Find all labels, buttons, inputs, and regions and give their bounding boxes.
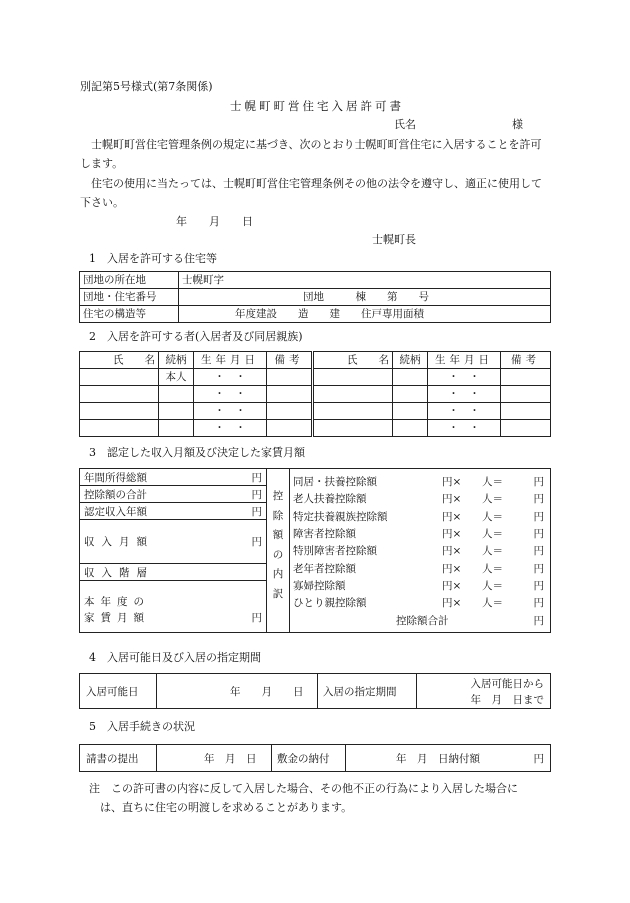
name-header: 氏 名 xyxy=(313,352,393,369)
rent-label-line2: 家賃月額 xyxy=(84,612,150,624)
addressee-honorific: 様 xyxy=(512,118,523,131)
section-2-heading: 2 入居を許可する者(入居者及び同居親族) xyxy=(89,330,303,343)
relation-cell xyxy=(159,386,194,403)
monthly-income-unit: 円 xyxy=(251,536,262,548)
deduction-yen-x: 円× xyxy=(442,493,462,505)
relation-cell xyxy=(159,420,194,437)
note-line-1: 注 この許可書の内容に反して入居した場合、その他不正の行為により入居した場合に xyxy=(89,782,518,795)
section-3-heading: 3 認定した収入月額及び決定した家賃月額 xyxy=(89,446,305,459)
pledge-submission-date: 年 月 日 xyxy=(204,753,257,765)
section-1-heading: 1 入居を許可する住宅等 xyxy=(89,252,217,265)
list-item xyxy=(290,595,550,611)
deduction-sum-label: 控除額の合計 xyxy=(84,489,147,501)
name-cell xyxy=(80,403,159,420)
vertical-char: 訳 xyxy=(272,587,284,600)
birthdate-cell: ・ ・ xyxy=(194,369,267,386)
deduction-breakdown-label xyxy=(267,469,290,632)
rent-row xyxy=(80,581,266,632)
table-row xyxy=(80,369,551,386)
remarks-header: 備考 xyxy=(267,352,313,369)
deduction-label: 同居・扶養控除額 xyxy=(293,476,377,488)
birthdate-cell: ・ ・ xyxy=(194,403,267,420)
deduction-people: 人＝ xyxy=(482,528,503,540)
annual-income-label: 年間所得総額 xyxy=(84,472,147,484)
remarks-cell xyxy=(501,369,551,386)
relation-cell: 本人 xyxy=(159,369,194,386)
deduction-yen: 円 xyxy=(533,493,544,505)
list-item xyxy=(290,474,550,490)
name-cell xyxy=(313,420,393,437)
certified-income-unit: 円 xyxy=(251,506,262,518)
list-item xyxy=(290,543,550,559)
table-row xyxy=(80,386,551,403)
deduction-sum-unit: 円 xyxy=(251,489,262,501)
deposit-payment-date: 年 月 日納付額 xyxy=(396,753,480,765)
deduction-total-label: 控除額合計 xyxy=(396,615,449,627)
addressee-name-label: 氏名 xyxy=(394,118,416,131)
designated-period-line1: 入居可能日から xyxy=(470,678,544,690)
deduction-yen-x: 円× xyxy=(442,476,462,488)
income-bracket-row xyxy=(80,564,266,581)
vertical-char: 額 xyxy=(272,529,284,541)
deduction-yen-x: 円× xyxy=(442,545,462,557)
name-cell xyxy=(80,386,159,403)
location-value: 士幌町字 xyxy=(179,272,551,289)
relation-cell xyxy=(393,403,428,420)
housing-table xyxy=(79,271,551,323)
deduction-label: 寡婦控除額 xyxy=(293,580,346,592)
remarks-cell xyxy=(501,403,551,420)
deduction-label: 老年者控除額 xyxy=(293,563,356,575)
monthly-income-label: 収入月額 xyxy=(84,536,154,548)
occupants-table xyxy=(79,351,551,437)
name-cell xyxy=(80,369,159,386)
list-item xyxy=(290,561,550,577)
name-cell xyxy=(313,386,393,403)
name-cell xyxy=(313,369,393,386)
body-paragraph-2: 住宅の使用に当たっては、士幌町町営住宅管理条例その他の法令を遵守し、適正に使用して下さい。 xyxy=(80,177,542,209)
deduction-yen: 円 xyxy=(533,528,544,540)
remarks-cell xyxy=(267,386,313,403)
certified-income-label: 認定収入年額 xyxy=(84,506,147,518)
name-cell xyxy=(80,420,159,437)
deduction-sum-row xyxy=(80,486,266,503)
birthdate-cell: ・ ・ xyxy=(194,386,267,403)
deduction-yen: 円 xyxy=(533,476,544,488)
deduction-people: 人＝ xyxy=(482,597,503,609)
table-row xyxy=(80,289,551,306)
table-row xyxy=(80,420,551,437)
deduction-yen: 円 xyxy=(533,580,544,592)
form-reference: 別記第5号様式(第7条関係) xyxy=(80,80,213,93)
housing-number-value: 団地 棟 第 号 xyxy=(179,289,551,306)
structure-label: 住宅の構造等 xyxy=(80,306,179,323)
deduction-yen: 円 xyxy=(533,563,544,575)
deduction-people: 人＝ xyxy=(482,580,503,592)
deduction-label: 特定扶養親族控除額 xyxy=(293,511,388,523)
deduction-yen-x: 円× xyxy=(442,563,462,575)
income-rent-block xyxy=(79,468,551,633)
deduction-yen: 円 xyxy=(533,511,544,523)
deduction-people: 人＝ xyxy=(482,493,503,505)
section-5-heading: 5 入居手続きの状況 xyxy=(89,720,195,733)
table-row xyxy=(80,272,551,289)
remarks-cell xyxy=(501,386,551,403)
designated-period-label: 入居の指定期間 xyxy=(323,686,397,698)
deduction-yen-x: 円× xyxy=(442,511,462,523)
table-row xyxy=(80,403,551,420)
list-item xyxy=(290,526,550,542)
birthdate-cell: ・ ・ xyxy=(428,403,501,420)
structure-value: 年度建設 造 建 住戸専用面積 xyxy=(179,306,551,323)
pledge-submission-label: 請書の提出 xyxy=(86,753,139,765)
location-label: 団地の所在地 xyxy=(80,272,179,289)
birthdate-cell: ・ ・ xyxy=(428,369,501,386)
remarks-cell xyxy=(267,420,313,437)
relation-header: 続柄 xyxy=(159,352,194,369)
deduction-label: 障害者控除額 xyxy=(293,528,356,540)
move-in-date-label: 入居可能日 xyxy=(86,686,139,698)
remarks-cell xyxy=(267,369,313,386)
remarks-cell xyxy=(501,420,551,437)
monthly-income-row xyxy=(80,520,266,564)
issuer: 士幌町長 xyxy=(372,233,416,246)
issue-date: 年 月 日 xyxy=(176,215,253,228)
certified-income-row xyxy=(80,503,266,520)
deduction-yen: 円 xyxy=(533,545,544,557)
annual-income-unit: 円 xyxy=(251,472,262,484)
deduction-label: ひとり親控除額 xyxy=(293,597,367,609)
list-item xyxy=(290,509,550,525)
deduction-total-unit: 円 xyxy=(533,615,544,627)
relation-cell xyxy=(393,420,428,437)
vertical-char: の xyxy=(272,548,284,561)
relation-cell xyxy=(159,403,194,420)
section-4-heading: 4 入居可能日及び入居の指定期間 xyxy=(89,651,261,664)
procedure-box xyxy=(79,744,551,772)
move-in-period-box xyxy=(79,673,551,709)
deductions-list xyxy=(290,469,550,632)
relation-header: 続柄 xyxy=(393,352,428,369)
deposit-payment-unit: 円 xyxy=(533,753,544,765)
income-bracket-label: 収入階層 xyxy=(84,567,154,579)
vertical-char: 内 xyxy=(272,568,284,580)
list-item xyxy=(290,491,550,507)
birthdate-cell: ・ ・ xyxy=(428,420,501,437)
designated-period-line2: 年 月 日まで xyxy=(470,694,544,706)
body-paragraph-1: 士幌町町営住宅管理条例の規定に基づき、次のとおり士幌町町営住宅に入居することを許可します。 xyxy=(80,138,542,170)
vertical-char: 除 xyxy=(272,509,284,522)
deduction-total-row xyxy=(290,613,550,629)
move-in-date-value: 年 月 日 xyxy=(230,686,304,698)
deposit-payment-label: 敷金の納付 xyxy=(277,753,330,765)
relation-cell xyxy=(393,386,428,403)
birthdate-header: 生年月日 xyxy=(194,352,267,369)
rent-unit: 円 xyxy=(251,612,262,624)
document-title: 士幌町町営住宅入居許可書 xyxy=(230,99,404,113)
birthdate-cell: ・ ・ xyxy=(194,420,267,437)
relation-cell xyxy=(393,369,428,386)
annual-income-row xyxy=(80,469,266,486)
deduction-yen: 円 xyxy=(533,597,544,609)
remarks-header: 備考 xyxy=(501,352,551,369)
name-header: 氏 名 xyxy=(80,352,159,369)
deduction-yen-x: 円× xyxy=(442,580,462,592)
deduction-people: 人＝ xyxy=(482,545,503,557)
birthdate-header: 生年月日 xyxy=(428,352,501,369)
deduction-people: 人＝ xyxy=(482,476,503,488)
deduction-label: 老人扶養控除額 xyxy=(293,493,367,505)
list-item xyxy=(290,578,550,594)
deduction-people: 人＝ xyxy=(482,563,503,575)
housing-number-label: 団地・住宅番号 xyxy=(80,289,179,306)
remarks-cell xyxy=(267,403,313,420)
deduction-yen-x: 円× xyxy=(442,528,462,540)
deduction-yen-x: 円× xyxy=(442,597,462,609)
table-header-row xyxy=(80,352,551,369)
table-row xyxy=(80,306,551,323)
birthdate-cell: ・ ・ xyxy=(428,386,501,403)
deduction-label: 特別障害者控除額 xyxy=(293,545,377,557)
income-left-column xyxy=(80,469,267,632)
rent-label-line1: 本年度の xyxy=(84,596,150,608)
name-cell xyxy=(313,403,393,420)
vertical-char: 控 xyxy=(272,490,284,502)
note-line-2: は、直ちに住宅の明渡しを求めることがあります。 xyxy=(100,801,353,814)
deduction-people: 人＝ xyxy=(482,511,503,523)
